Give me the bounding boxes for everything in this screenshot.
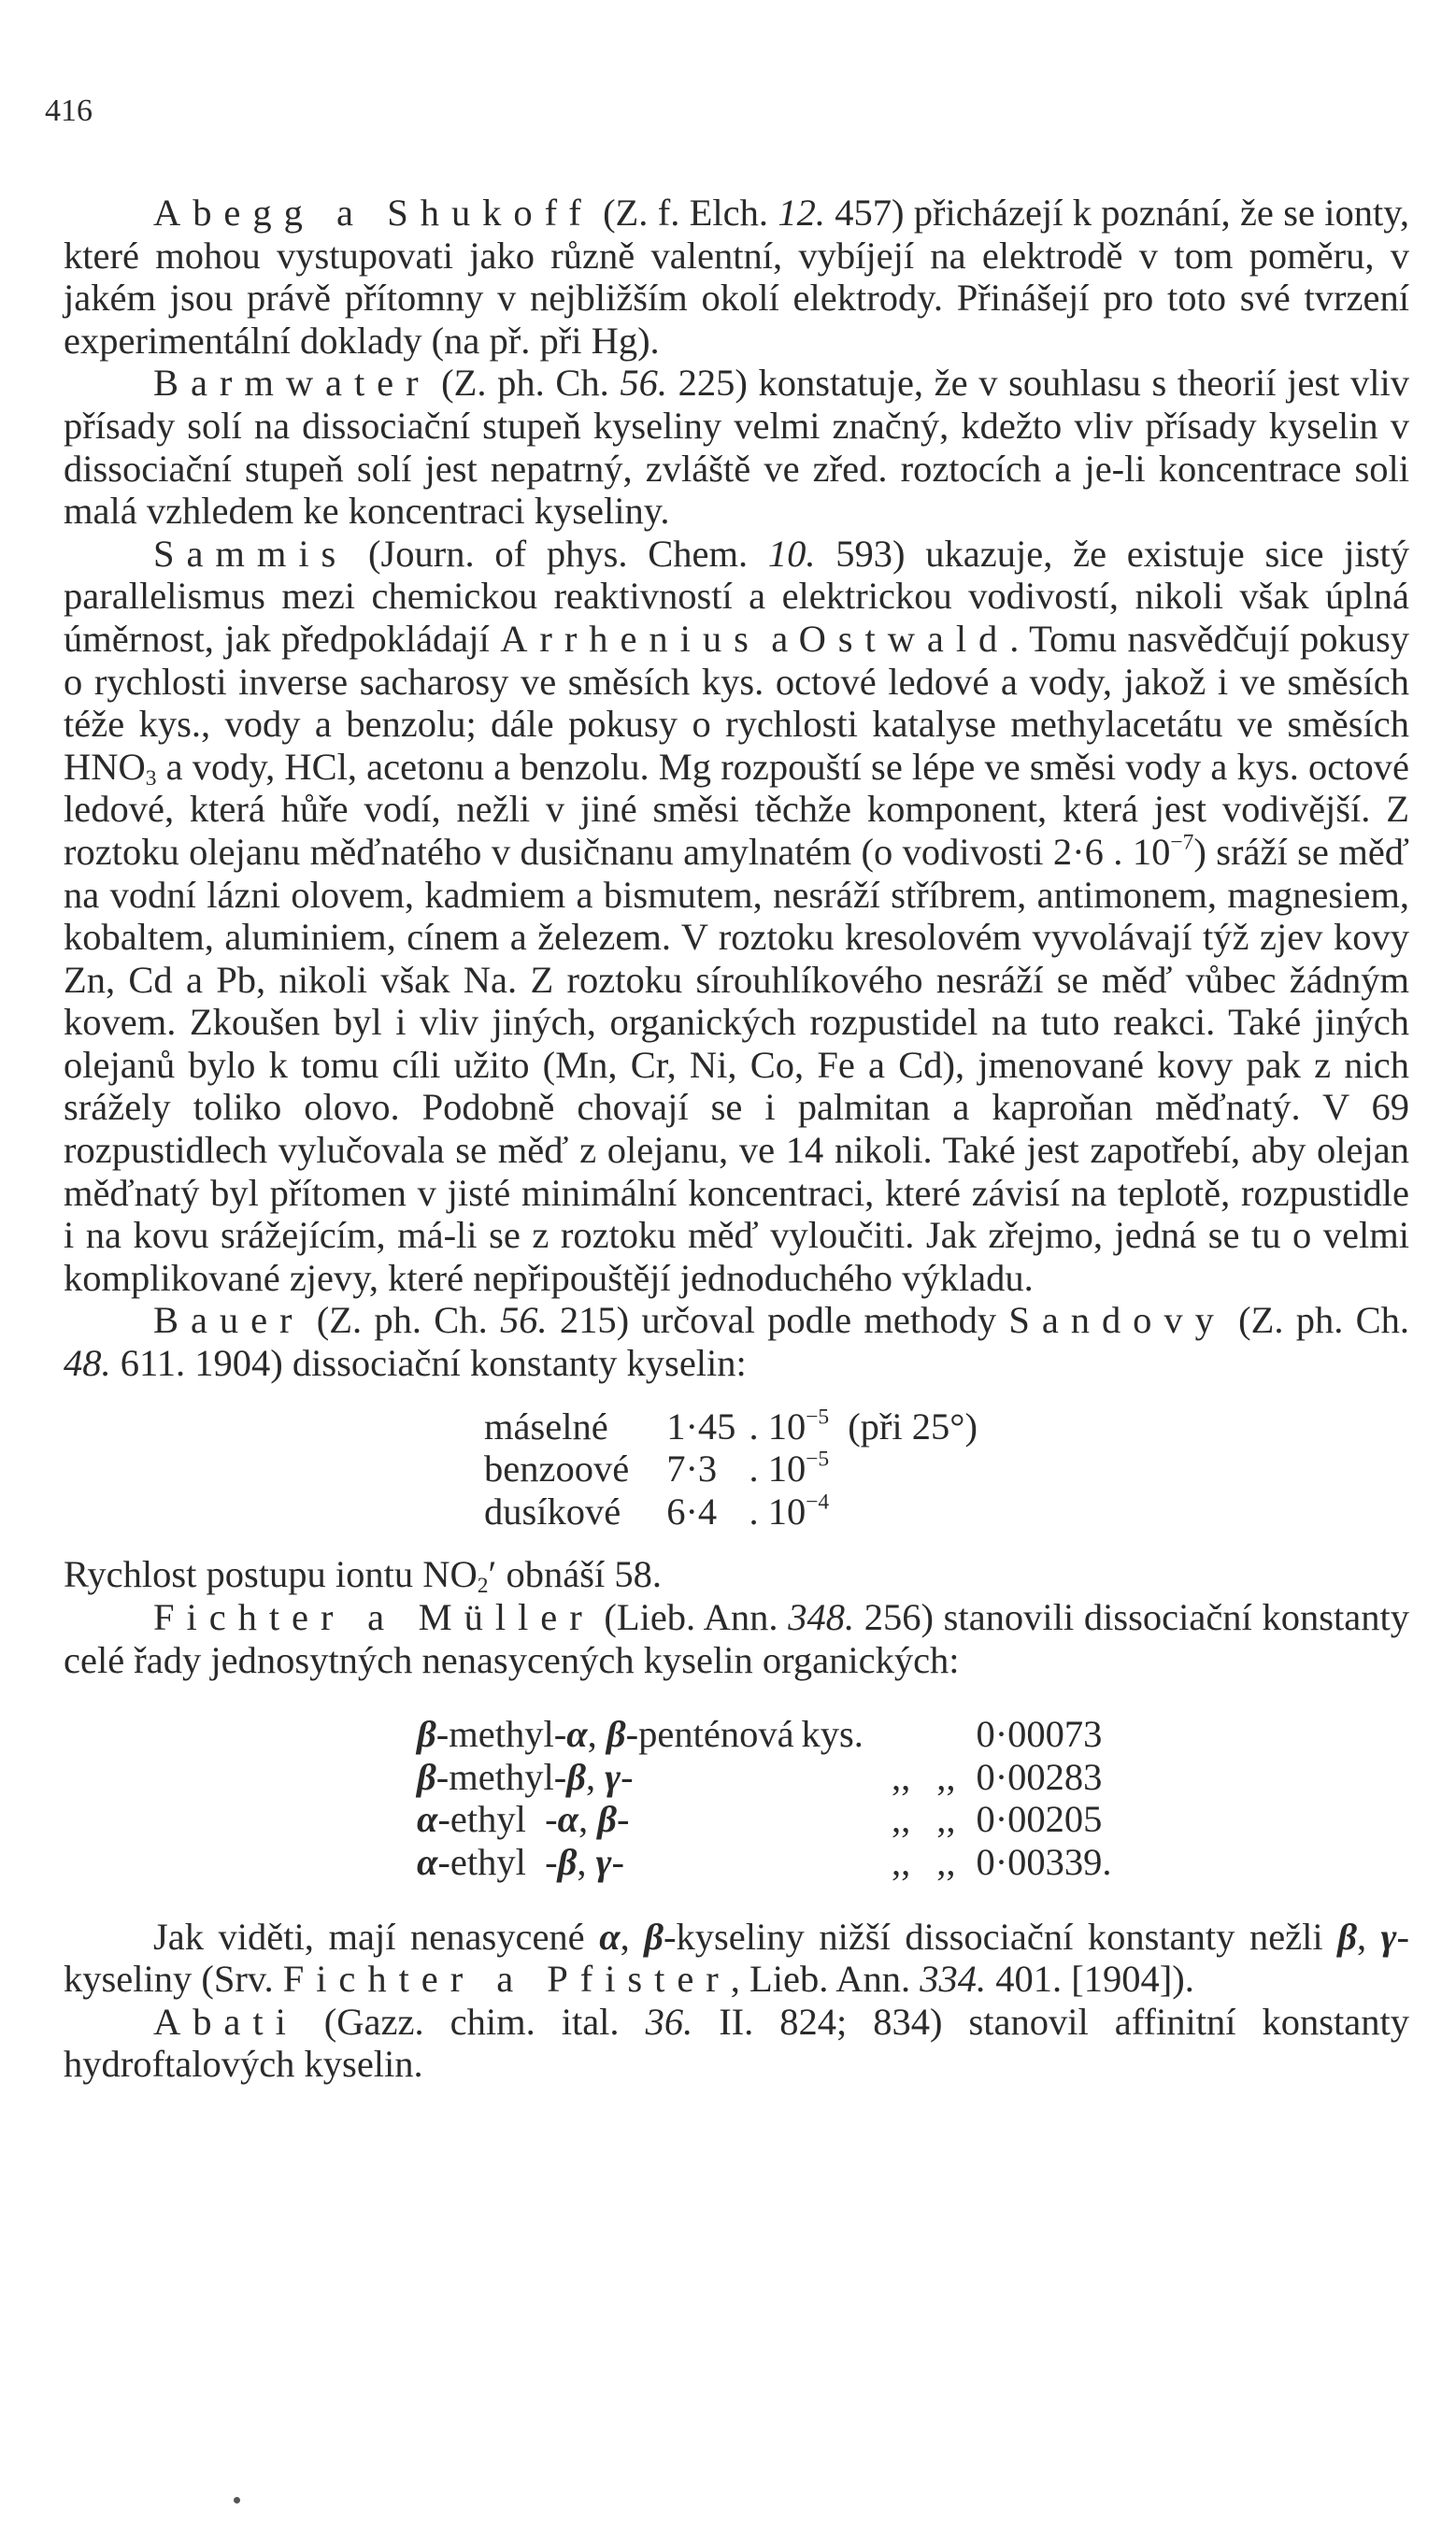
reference: (Journ. of phys. Chem. bbox=[368, 532, 768, 575]
author-name: Sandovy bbox=[1008, 1299, 1226, 1342]
table-row bbox=[417, 1713, 1112, 1756]
reference: (Z. f. Elch. bbox=[603, 192, 778, 234]
constant-value: 0·00283 bbox=[976, 1755, 1103, 1798]
constant-exponent: . $10^{-4}$ bbox=[749, 1490, 830, 1533]
author-name: Abegg a Shukoff bbox=[153, 192, 593, 234]
paragraph-sammis bbox=[64, 533, 1409, 1300]
dissociation-constants-table bbox=[484, 1405, 978, 1533]
table-row bbox=[484, 1405, 978, 1448]
paragraph-text: 611. 1904) dissociační konstanty kyselin: bbox=[110, 1342, 747, 1385]
constant-mantissa: 1·45 bbox=[666, 1405, 736, 1448]
unsaturated-acids-table bbox=[417, 1713, 1112, 1883]
abbreviation bbox=[794, 1756, 864, 1799]
subscript: 2 bbox=[477, 1574, 489, 1599]
paragraph-bauer bbox=[64, 1299, 1409, 1384]
volume: 12. bbox=[778, 192, 825, 234]
abbreviation bbox=[794, 1798, 864, 1841]
acid-name: dusíkové bbox=[484, 1490, 621, 1533]
constant-value: 0·00073 bbox=[976, 1713, 1103, 1756]
volume: 36. bbox=[645, 2000, 693, 2043]
paragraph-text: a vody, HCl, acetonu a benzolu. Mg rozpouští se lépe ve směsi vody a kys. octové ledové, která hůře vodí, nežli v jiné směsi těchže komponent, která jest vodivější. Z roztoku olejanu měďnatého v dusičnanu amylnatém (o vodivosti 2·6 . 10 bbox=[64, 745, 1409, 873]
volume: 334. bbox=[920, 1958, 987, 2001]
author-name: Abati bbox=[153, 2000, 298, 2043]
author-name: Barmwater bbox=[153, 362, 431, 405]
acid-name: benzoové bbox=[484, 1448, 630, 1491]
body-text bbox=[64, 192, 1409, 2086]
table-row bbox=[484, 1448, 978, 1491]
reference: (Z. ph. Ch. bbox=[316, 1299, 500, 1342]
abbreviation bbox=[794, 1841, 864, 1884]
reference: (Z. ph. Ch. bbox=[1225, 1299, 1410, 1342]
table-row bbox=[417, 1756, 1112, 1799]
ditto-mark: ,, bbox=[936, 1840, 956, 1883]
constant-mantissa: 7·3 bbox=[666, 1448, 718, 1491]
reference: (Z. ph. Ch. bbox=[441, 362, 621, 405]
page-number: 416 bbox=[45, 93, 93, 128]
ditto-mark: ,, bbox=[891, 1755, 911, 1798]
paragraph-text: 215) určoval podle methody bbox=[547, 1299, 1009, 1342]
volume: 56. bbox=[499, 1299, 548, 1342]
paragraph-text: 225) konstatuje, že v souhlasu s theorií jest vliv přísady solí na dissociační stupeň kyseliny velmi značný, kdežto vliv přísady kyselin v dissociační stupeň solí jest nepatrný, zvláště ve zřed. roztocích a je-li koncentrace soli malá vzhledem ke koncentraci kyseliny. bbox=[64, 362, 1409, 533]
constant-exponent: . $10^{-5}$ bbox=[749, 1405, 830, 1448]
ditto-mark bbox=[864, 1713, 910, 1756]
temperature-note: (při 25°) bbox=[848, 1405, 978, 1448]
acid-name: β-methyl-α, β-penténová bbox=[417, 1713, 794, 1756]
volume: 56. bbox=[620, 362, 667, 405]
temperature-note bbox=[829, 1448, 978, 1491]
author-name: Fichter a Müller bbox=[153, 1596, 594, 1638]
paragraph-fichter bbox=[64, 1596, 1409, 1681]
paragraph-text: ) sráží se měď na vodní lázni olovem, kadmiem a bismutem, nesráží stříbrem, antimonem, magnesiem, kobaltem, aluminiem, cínem a železem. V roztoku kresolovém vyvolávají týž zjev kovy Zn, Cd a Pb, nikoli však Na. Z roztoku sírouhlíkového nesráží se měď vůbec žádným kovem. Zkoušen byl i vliv jiných, organických rozpustidel na tuto reakci. Také jiných olejanů bylo k tomu cíli užito (Mn, Cr, Ni, Co, Fe a Cd), jmenované kovy pak z nich srážely toliko olovo. Podobně chovají se i palmitan a kaproňan měďnatý. V 69 rozpustidlech vylučovala se měď z olejanu, ve 14 nikoli. Také jest zapotřebí, aby olejan měďnatý byl přítomen v jisté minimální koncentraci, které závisí na teplotě, rozpustidle i na kovu srážejícím, má-li se z roztoku měď vyloučiti. Jak zřejmo, jedná se tu o velmi komplikované zjevy, které nepřipouštějí jednoduchého výkladu. bbox=[64, 830, 1409, 1299]
ditto-mark: ,, bbox=[936, 1798, 956, 1841]
paragraph-text: II. 824; 834) stanovil affinitní konstanty hydroftalových kyselin. bbox=[64, 2000, 1410, 2086]
paragraph-text: ′ obnáší 58. bbox=[488, 1553, 663, 1596]
constant-exponent: . $10^{-5}$ bbox=[749, 1447, 830, 1491]
table-row bbox=[484, 1491, 978, 1533]
author-name: Arrhenius bbox=[500, 617, 761, 660]
superscript: −7 bbox=[1170, 830, 1194, 855]
constant-value: 0·00339. bbox=[976, 1840, 1112, 1883]
ditto-mark: ,, bbox=[891, 1840, 911, 1883]
paragraph-text: 457) přicházejí k poznání, že se ionty, které mohou vystupovati jako různě valentní, vybíjejí na elektrodě v tom poměru, v jakém jsou právě přítomny v nejbližším okolí elektrody. Přinášejí pro toto své tvrzení experimentální doklady (na př. při Hg). bbox=[64, 192, 1410, 362]
temperature-note bbox=[829, 1491, 978, 1533]
ditto-mark: ,, bbox=[936, 1755, 956, 1798]
paragraph-text: Rychlost postupu iontu NO bbox=[64, 1553, 478, 1596]
acid-name: β-methyl-β, γ- bbox=[417, 1755, 634, 1798]
paragraph-text: 593) ukazuje, že existuje sice jistý parallelismus mezi chemickou reaktivností a elektrickou vodivostí, nikoli však úplná úměrnost, jak předpokládají bbox=[64, 532, 1410, 660]
paragraph-jak-videti: Jak viděti, mají nenasycené α, β-kyseliny nižší dissociační konstanty nežli β, γ-kyseliny (Srv. Fichter a Pfister, Lieb. Ann. 334. 401. [1904]). bbox=[64, 1915, 1410, 2001]
paragraph-text: . Tomu nasvědčují pokusy o rychlosti inverse sacharosy ve směsích kys. octové ledové a vody, jakož i ve směsích téže kys., vody a benzolu; dále pokusy o rychlosti katalyse methylacetátu ve směsích HNO bbox=[64, 617, 1409, 788]
stray-dot bbox=[234, 2497, 240, 2503]
paragraph-abegg bbox=[64, 192, 1409, 362]
acid-name: α-ethyl -α, β- bbox=[417, 1798, 630, 1841]
ditto-mark bbox=[910, 1713, 955, 1756]
paragraph-text: 256) stanovili dissociační konstanty celé řady jednosytných nenasycených kyselin organických: bbox=[64, 1596, 1409, 1681]
paragraph-abati bbox=[64, 2001, 1409, 2086]
paragraph-barmwater bbox=[64, 362, 1409, 532]
subscript: 3 bbox=[145, 765, 157, 791]
reference: (Gazz. chim. ital. bbox=[323, 2000, 646, 2043]
author-name: Ostwald bbox=[798, 617, 1010, 660]
acid-name: máselné bbox=[484, 1405, 608, 1448]
constant-value: 0·00205 bbox=[976, 1798, 1103, 1841]
line-no2-velocity bbox=[64, 1553, 1409, 1599]
volume: 348. bbox=[788, 1596, 855, 1638]
abbreviation: kys. bbox=[801, 1713, 864, 1756]
author-name: Fichter a Pfister bbox=[282, 1958, 731, 2001]
conjunction: a bbox=[760, 617, 799, 660]
constant-mantissa: 6·4 bbox=[666, 1490, 718, 1533]
table-row bbox=[417, 1798, 1112, 1841]
table-row bbox=[417, 1841, 1112, 1884]
volume: 48. bbox=[64, 1342, 111, 1385]
author-name: Bauer bbox=[153, 1299, 305, 1342]
ditto-mark: ,, bbox=[891, 1798, 911, 1841]
acid-name: α-ethyl -β, γ- bbox=[417, 1840, 624, 1883]
reference: (Lieb. Ann. bbox=[604, 1596, 789, 1638]
volume: 10. bbox=[767, 532, 816, 575]
author-name: Sammis bbox=[153, 532, 349, 575]
